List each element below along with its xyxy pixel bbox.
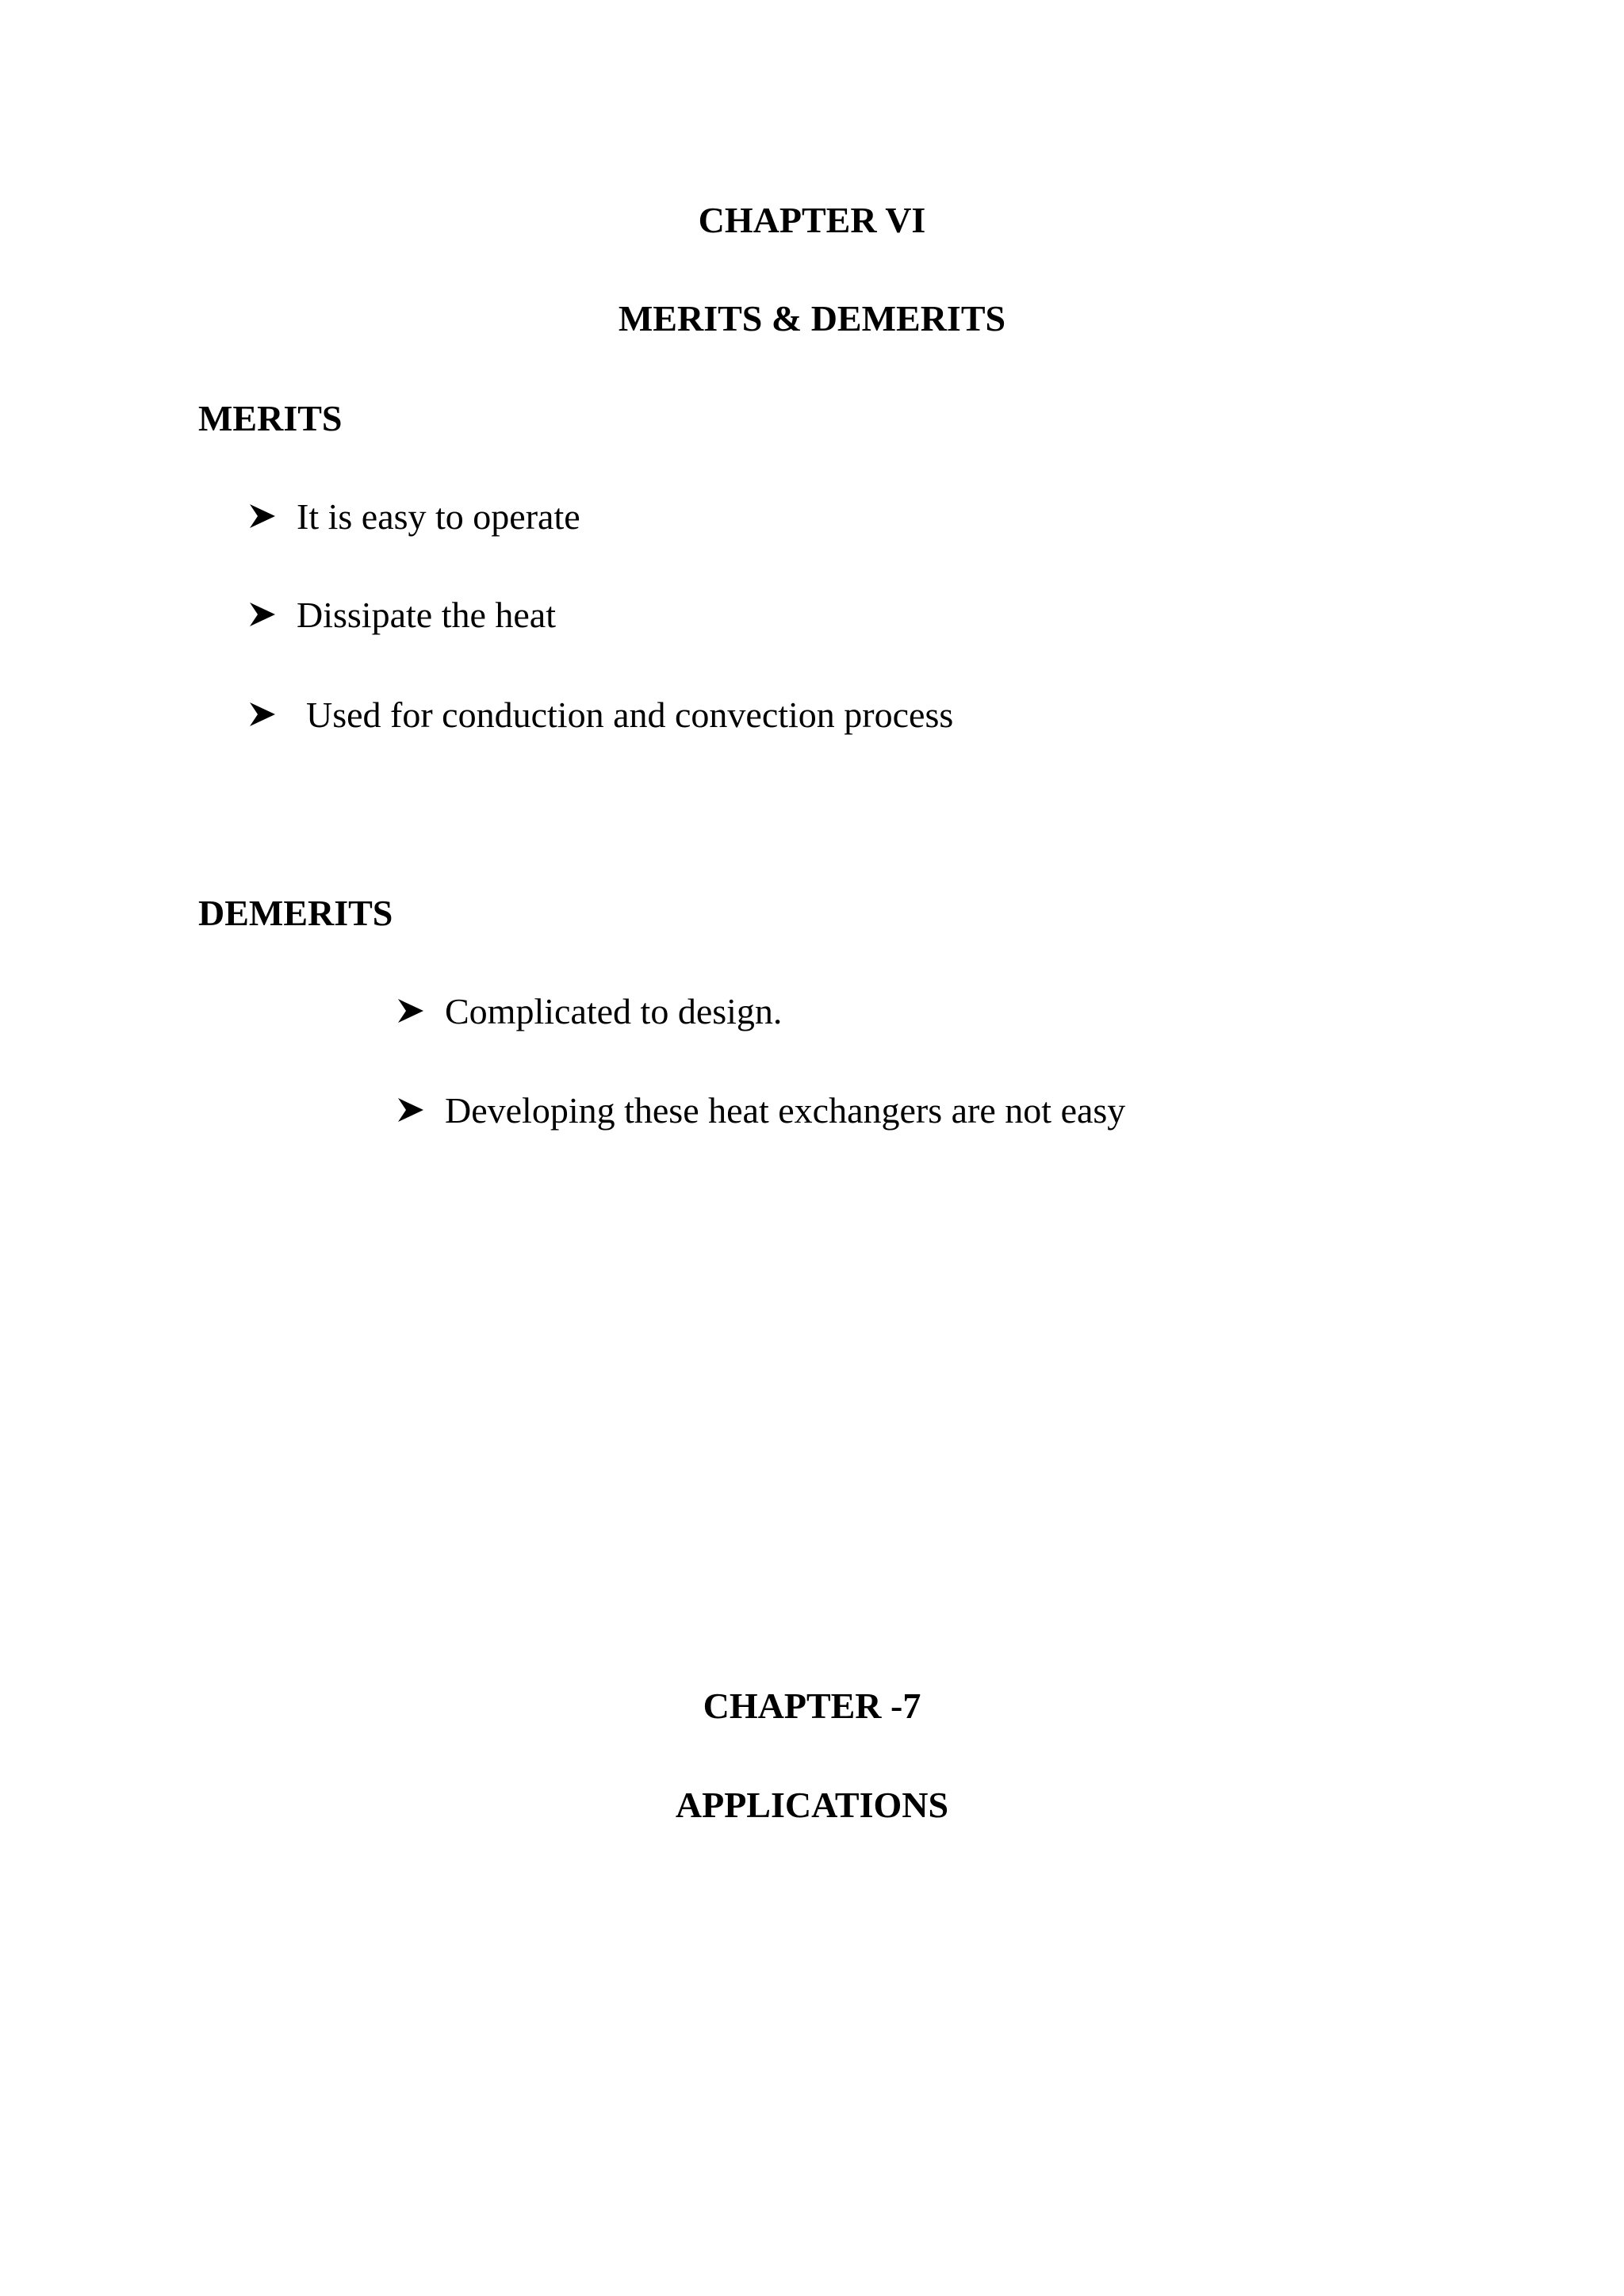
- demerits-heading: DEMERITS: [198, 893, 393, 933]
- arrowhead-bullet-icon: [397, 1096, 424, 1123]
- arrowhead-bullet-icon: [249, 701, 276, 728]
- merits-heading: MERITS: [198, 398, 343, 438]
- arrowhead-bullet-icon: [249, 503, 276, 530]
- demerit-item-text: Developing these heat exchangers are not easy: [445, 1090, 1126, 1131]
- merit-item-text: Used for conduction and convection process: [306, 695, 954, 735]
- merit-item-text: Dissipate the heat: [297, 595, 557, 635]
- chapter-6-subtitle: MERITS & DEMERITS: [618, 298, 1006, 339]
- merit-item-text: It is easy to operate: [297, 496, 580, 537]
- chapter-7-subtitle: APPLICATIONS: [675, 1785, 949, 1825]
- arrowhead-bullet-icon: [397, 997, 424, 1024]
- arrowhead-bullet-icon: [249, 601, 276, 628]
- chapter-6-title: CHAPTER VI: [698, 200, 926, 240]
- chapter-7-title: CHAPTER -7: [703, 1686, 921, 1726]
- demerit-item-text: Complicated to design.: [445, 991, 783, 1031]
